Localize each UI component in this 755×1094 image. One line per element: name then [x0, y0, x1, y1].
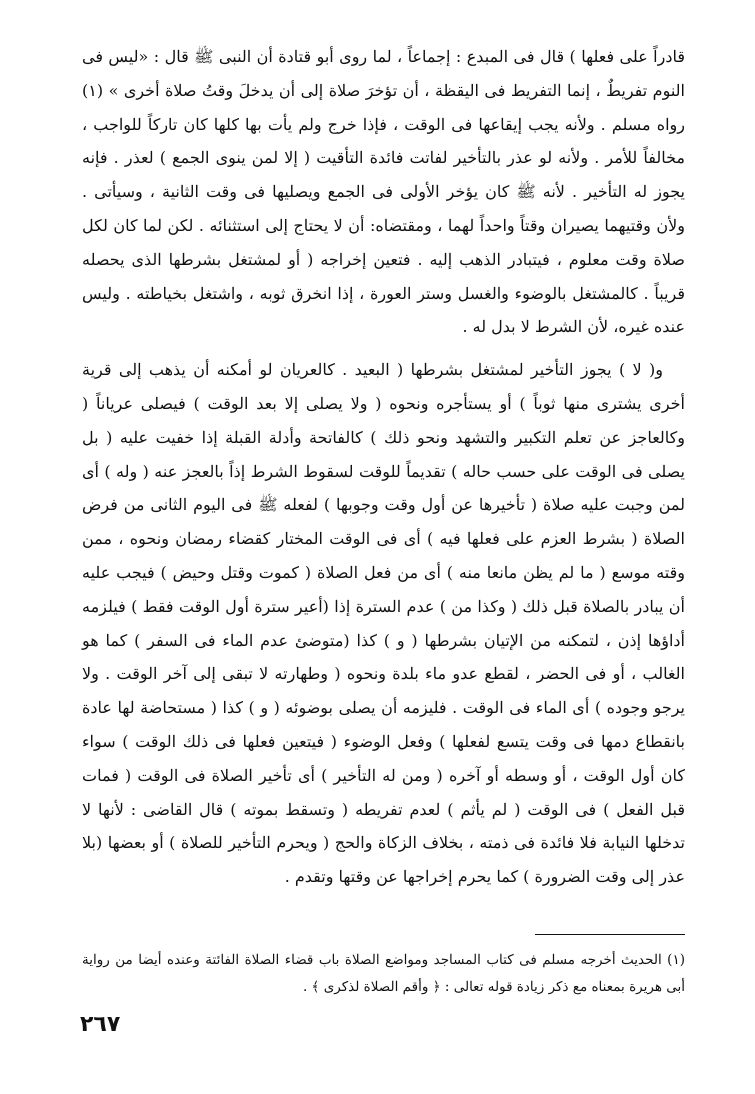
- page-number: ٢٦٧: [80, 1012, 121, 1037]
- body-paragraph-2: و( لا ) يجوز التأخير لمشتغل بشرطها ( البعيد . كالعريان لو أمكنه أن يذهب إلى قرية أخرى يشترى منها ثوباً ) أو يستأجره ونحوه ( ولا يصلى إلا بعد الوقت ) فيصلى عرياناً ( وكالعاجز عن تعلم التكبير والتشهد ونحو ذلك ) كالفاتحة وأدلة القبلة إذا خفيت عليه ( بل يصلى فى الوقت على حسب حاله ) تقديماً للوقت لسقوط الشرط إذاً بالعجز عنه ( وله ) أى لمن وجبت عليه صلاة ( تأخيرها عن أول وقت وجوبها ) لفعله ﷺ فى اليوم الثانى من فرض الصلاة ( بشرط العزم على فعلها فيه ) أى فى الوقت المختار كقضاء رمضان ونحوه ، ممن وقته موسع ( ما لم يظن مانعا منه ) أى من فعل الصلاة ( كموت وقتل وحيض ) فيجب عليه أن يبادر بالصلاة قبل ذلك ( وكذا من ) عدم السترة إذا (أعير سترة أول الوقت فقط ) فيلزمه أداؤها إذن ، لتمكنه من الإتيان بشرطها ( و ) كذا (متوضئ عدم الماء فى السفر ) كما هو الغالب ، أو فى الحضر ، لقطع عدو ماء بلدة ونحوه ( وطهارته لا تبقى إلى آخر الوقت . ولا يرجو وجوده ) أى الماء فى الوقت . فليزمه أن يصلى بوضوئه ( و ) كذا ( مستحاضة لها عادة بانقطاع دمها فى وقت يتسع لفعلها ) وفعل الوضوء ( فيتعين فعلها فى ذلك الوقت ) سواء كان أول الوقت ، أو وسطه أو آخره ( ومن له التأخير ) أى تأخير الصلاة فى الوقت ( فمات قبل الفعل ) فى الوقت ( لم يأثم ) لعدم تفريطه ( وتسقط بموته ) قال القاضى : لأنها لا تدخلها النيابة فلا فائدة فى ذمته ، بخلاف الزكاة والحج ( ويحرم التأخير للصلاة ) أو بعضها (بلا عذر إلى وقت الضرورة ) كما يحرم إخراجها عن وقتها وتقدم .: [82, 360, 685, 887]
- footnote: (١) الحديث أخرجه مسلم فى كتاب المساجد ومواضع الصلاة باب قضاء الصلاة الفائتة وعنده أيضا من رواية أبى هريرة بمعناه مع ذكر زيادة قوله تعالى : ﴿ وأقم الصلاة لذكرى ﴾ .: [82, 951, 685, 995]
- body-paragraph-1: قادراً على فعلها ) قال فى المبدع : إجماعاً ، لما روى أبو قتادة أن النبى ﷺ قال : «ليس فى النوم تفريطٌ ، إنما التفريط فى اليقظة ، أن تؤخرَ صلاة إلى أن يدخلَ وقتُ صلاة أخرى » (١) رواه مسلم . ولأنه يجب إيقاعها فى الوقت ، فإذا خرج ولم يأت بها كلها كان تاركاً للواجب ، مخالفاً للأمر . ولأنه لو عذر بالتأخير لفاتت فائدة التأقيت ( إلا لمن ينوى الجمع ) لعذر . فإنه يجوز له التأخير . لأنه ﷺ كان يؤخر الأولى فى الجمع ويصليها فى وقت الثانية ، وسيأتى . ولأن وقتيهما يصيران وقتاً واحداً لهما ، ومقتضاه: أن لا يحتاج إلى استثنائه . لكن لما كان لكل صلاة وقت معلوم ، فيتبادر الذهب إليه . فتعين إخراجه ( أو لمشتغل بشرطها الذى يحصله قريباً . كالمشتغل بالوضوء والغسل وستر العورة ، إذا انخرق ثوبه ، واشتغل بخياطته . وليس عنده غيره، لأن الشرط لا بدل له .: [82, 47, 685, 337]
- footnote-divider: [535, 934, 685, 935]
